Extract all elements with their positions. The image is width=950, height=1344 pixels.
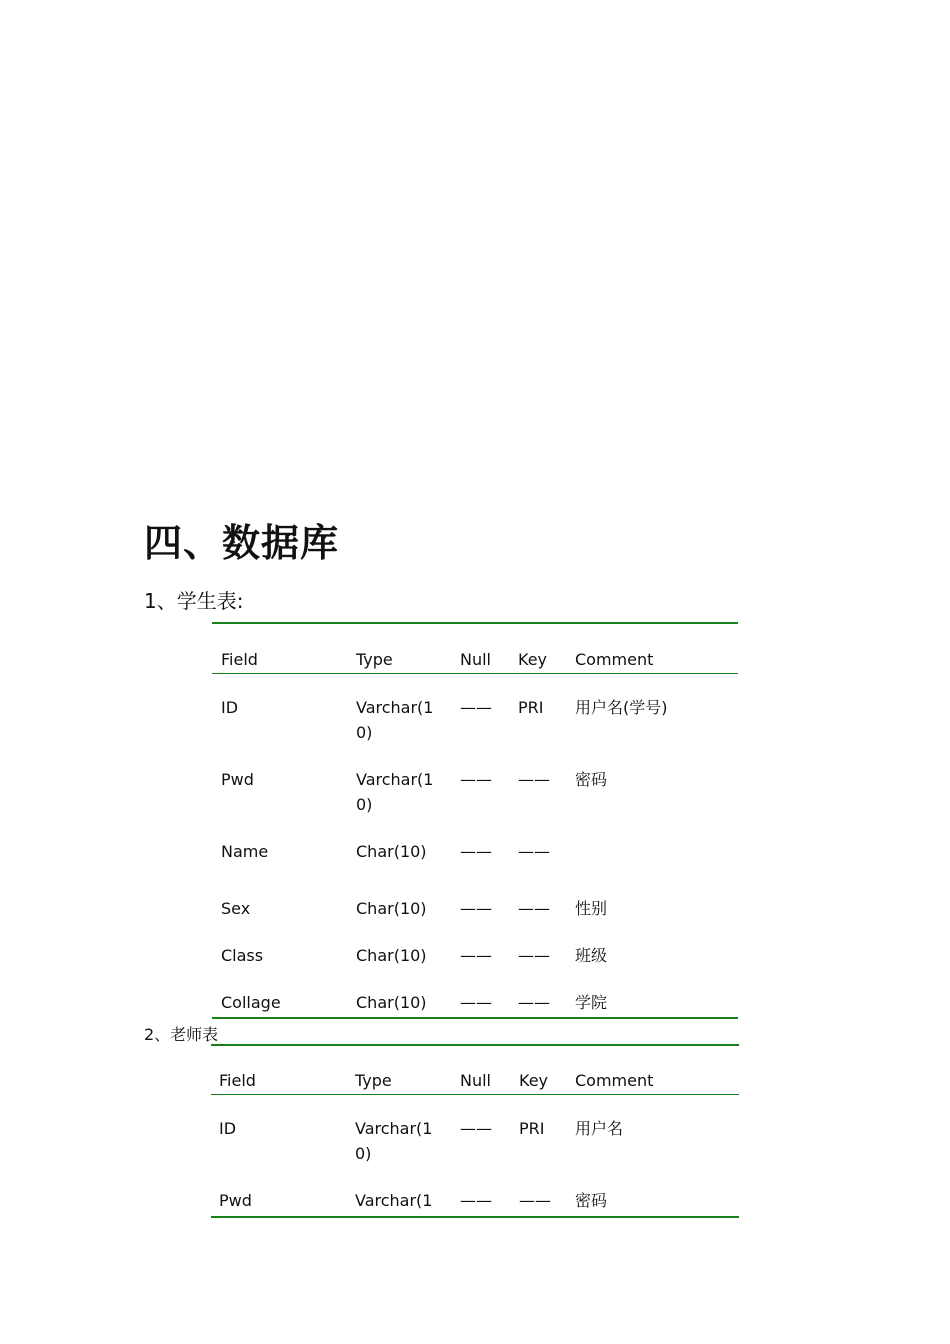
column-header-type: Type — [355, 1071, 392, 1090]
column-header-field: Field — [221, 650, 258, 669]
column-header-comment: Comment — [575, 1071, 654, 1090]
column-header-null: Null — [460, 650, 491, 669]
cell-null: —— — [460, 698, 492, 717]
column-header-comment: Comment — [575, 650, 654, 669]
cell-type-line: 0) — [356, 795, 373, 814]
cell-null: —— — [460, 770, 492, 789]
column-header-key: Key — [519, 1071, 549, 1090]
section-title-student-table: 1、学生表: — [144, 589, 244, 613]
table-header-row — [211, 1046, 739, 1095]
cell-type-line: Char(10) — [356, 899, 427, 918]
cell-field: Name — [221, 842, 269, 861]
cell-comment: 密码 — [575, 1191, 608, 1210]
cell-type — [356, 943, 427, 968]
cell-key: PRI — [519, 1119, 545, 1138]
cell-comment: 用户名(学号) — [575, 698, 668, 717]
cell-type-line: Varchar(1 — [356, 698, 434, 717]
cell-key: PRI — [518, 698, 544, 717]
cell-type — [355, 1188, 432, 1213]
cell-type — [356, 839, 427, 864]
cell-key: —— — [518, 899, 550, 918]
cell-key: —— — [518, 842, 550, 861]
cell-field: ID — [221, 698, 239, 717]
cell-field: Pwd — [219, 1191, 252, 1210]
cell-null: —— — [460, 842, 492, 861]
cell-null: —— — [460, 993, 492, 1012]
cell-field: Collage — [221, 993, 281, 1012]
cell-comment: 学院 — [575, 993, 608, 1012]
cell-key: —— — [518, 770, 550, 789]
page-heading: 四、数据库 — [144, 521, 340, 565]
cell-field: Class — [221, 946, 264, 965]
column-header-key: Key — [518, 650, 548, 669]
cell-comment: 用户名 — [575, 1119, 624, 1138]
cell-null: —— — [460, 1191, 492, 1210]
cell-type — [356, 990, 427, 1015]
cell-null: —— — [460, 899, 492, 918]
cell-null: —— — [460, 946, 492, 965]
cell-comment: 班级 — [575, 946, 608, 965]
cell-key: —— — [518, 946, 550, 965]
cell-null: —— — [460, 1119, 492, 1138]
cell-type — [356, 767, 433, 817]
cell-field: Sex — [221, 899, 251, 918]
cell-key: —— — [518, 993, 550, 1012]
cell-comment: 性别 — [575, 899, 608, 918]
cell-type-line: Char(10) — [356, 842, 427, 861]
cell-field: Pwd — [221, 770, 254, 789]
cell-type-line: Char(10) — [356, 993, 427, 1012]
cell-comment: 密码 — [575, 770, 608, 789]
student-table — [212, 622, 738, 1019]
table-header-row — [212, 624, 738, 674]
cell-type-line: Char(10) — [356, 946, 427, 965]
cell-type-line: Varchar(1 — [356, 770, 434, 789]
cell-type-line: Varchar(1 — [355, 1191, 433, 1210]
cell-type — [355, 1116, 432, 1166]
cell-type-line: Varchar(1 — [355, 1119, 433, 1138]
column-header-null: Null — [460, 1071, 491, 1090]
cell-type-line: 0) — [355, 1144, 372, 1163]
cell-type — [356, 695, 433, 745]
cell-key: —— — [519, 1191, 551, 1210]
column-header-field: Field — [219, 1071, 256, 1090]
cell-type-line: 0) — [356, 723, 373, 742]
column-header-type: Type — [356, 650, 393, 669]
section-title-teacher-table: 2、老师表 — [144, 1025, 219, 1044]
cell-field: ID — [219, 1119, 237, 1138]
teacher-table — [211, 1044, 739, 1218]
cell-type — [356, 896, 427, 921]
